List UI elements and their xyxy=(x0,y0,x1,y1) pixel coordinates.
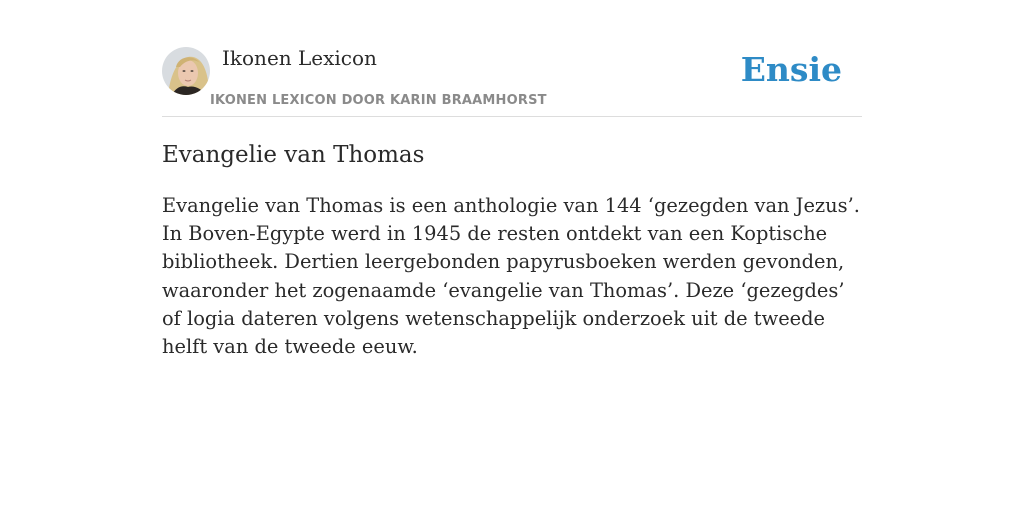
author-avatar[interactable] xyxy=(162,47,210,95)
entry-title: Evangelie van Thomas xyxy=(162,142,425,168)
ensie-logo-link[interactable]: Ensie xyxy=(740,50,842,89)
lexicon-header xyxy=(162,0,862,117)
lexicon-title[interactable]: Ikonen Lexicon xyxy=(222,46,377,70)
portrait-image xyxy=(162,47,210,95)
entry-body: Evangelie van Thomas is een anthologie van 144 ‘gezegden van Jezus’. In Boven-Egypte werd in 1945 de resten ontdekt van een Koptische bibliotheek. Dertien leergebonden papyrusboeken werden gevonden, waaronder het zogenaamde ‘evangelie van Thomas’. Deze ‘gezegdes’ of logia dateren volgens wetenschappelijk onderzoek uit de tweede helft van de tweede eeuw. xyxy=(162,194,860,359)
page-container xyxy=(162,0,862,359)
lexicon-subtitle[interactable]: IKONEN LEXICON DOOR KARIN BRAAMHORST xyxy=(210,93,547,108)
